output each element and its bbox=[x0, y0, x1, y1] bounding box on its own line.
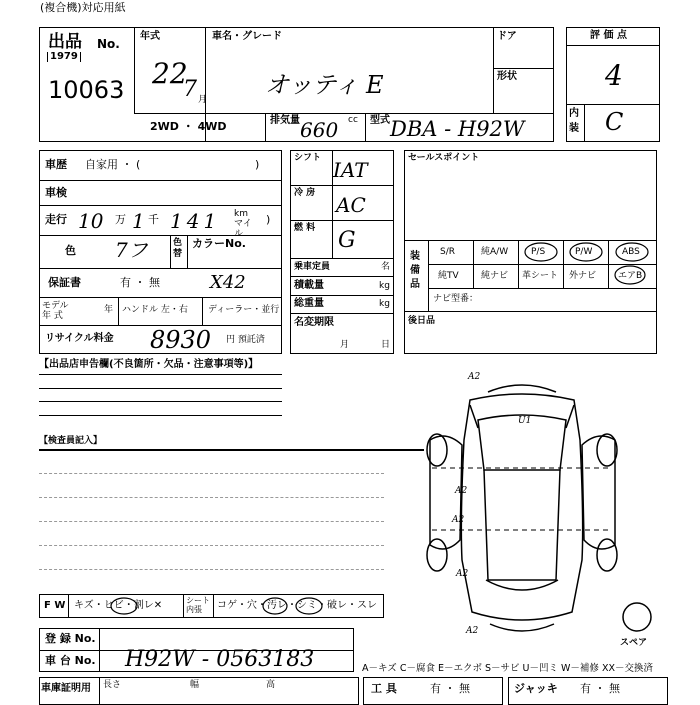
month-value: 7 bbox=[183, 77, 197, 102]
name-change-month: 月 bbox=[340, 340, 350, 350]
form-title: (複合機)対応用紙 bbox=[40, 1, 126, 14]
equip-leather: 革シート bbox=[522, 271, 559, 281]
model-label: 型式 bbox=[370, 115, 390, 126]
mileage-1k-unit: 千 bbox=[148, 213, 159, 226]
mileage-label: 走行 bbox=[45, 213, 67, 226]
name-label: 車名・グレード bbox=[212, 31, 282, 42]
tool-label: 工 具 bbox=[371, 682, 397, 695]
weight-unit: kg bbox=[379, 299, 390, 309]
mark-a2-rear: A2 bbox=[466, 626, 479, 636]
cc-unit: cc bbox=[348, 115, 358, 125]
model-value: DBA - H92W bbox=[390, 117, 525, 141]
equip-navi: 純ナビ bbox=[481, 271, 509, 281]
color-label: 色 bbox=[65, 244, 76, 257]
interior-label-2: 装 bbox=[569, 123, 579, 134]
capacity-label: 乗車定員 bbox=[294, 262, 331, 272]
lot-small-number: 1979 bbox=[47, 52, 81, 62]
weight-label: 総重量 bbox=[294, 298, 324, 309]
interior-value: C bbox=[605, 108, 624, 136]
mark-a2-left-rear: A2 bbox=[452, 515, 465, 525]
equip-sr: S/R bbox=[440, 247, 455, 257]
recycle-unit: 円 預託済 bbox=[226, 335, 265, 345]
history-label: 車歴 bbox=[45, 158, 67, 171]
mileage-10k: 10 bbox=[78, 209, 104, 233]
name-change-day: 日 bbox=[381, 340, 391, 350]
model-year-label: モデル 年 式 bbox=[42, 301, 69, 322]
lot-label: 出品 bbox=[48, 32, 82, 52]
registration-label: 登 録 No. bbox=[45, 632, 96, 645]
equip-alloy: 純A/W bbox=[481, 247, 509, 257]
jack-options: 有 ・ 無 bbox=[580, 682, 620, 695]
year-label: 年式 bbox=[140, 31, 160, 42]
door-label: ドア bbox=[497, 31, 517, 42]
recycle-label: リサイクル料金 bbox=[45, 333, 114, 344]
fuel-value: G bbox=[338, 228, 356, 253]
recycle-value: 8930 bbox=[150, 326, 212, 354]
history-text: 自家用 ・ ( bbox=[85, 158, 141, 171]
month-suffix: 月 bbox=[198, 95, 208, 105]
history-close: ) bbox=[255, 158, 260, 171]
mark-a2-left-front: A2 bbox=[455, 486, 468, 496]
lot-no-label: No. bbox=[97, 37, 120, 51]
mark-a2-front: A2 bbox=[468, 372, 481, 382]
color-no-value: X42 bbox=[210, 272, 246, 293]
garage-height-label: 高 bbox=[266, 680, 276, 690]
load-label: 積載量 bbox=[294, 280, 324, 291]
equip-pw: P/W bbox=[575, 247, 593, 257]
ac-value: AC bbox=[336, 193, 366, 217]
year-value: 22 bbox=[152, 57, 188, 90]
equip-airbag: エアB bbox=[618, 271, 643, 281]
inspection-label: 車検 bbox=[45, 186, 67, 199]
name-value: オッティ E bbox=[265, 71, 384, 99]
model-year-unit: 年 bbox=[104, 305, 114, 315]
equip-tv: 純TV bbox=[438, 271, 459, 281]
load-unit: kg bbox=[379, 281, 390, 291]
equip-abs: ABS bbox=[622, 247, 640, 257]
seat-label: シート 内張 bbox=[186, 596, 210, 614]
garage-length-label: 長さ bbox=[103, 680, 122, 690]
tool-options: 有 ・ 無 bbox=[430, 682, 470, 695]
damage-legend: A－キズ C－腐食 E－エクボ S－サビ U－凹ミ W－補修 XX－交換済 bbox=[362, 663, 653, 674]
inspector-heading: 【検査員記入】 bbox=[39, 436, 103, 446]
color-no-label: カラーNo. bbox=[192, 237, 246, 250]
lot-number: 10063 bbox=[48, 76, 125, 104]
drive-label: 2WD ・ 4WD bbox=[150, 120, 227, 133]
equip-ext-navi: 外ナビ bbox=[569, 271, 597, 281]
mileage-1k: 1 bbox=[132, 209, 145, 233]
color-change-label: 色替 bbox=[173, 238, 183, 259]
sales-label: セールスポイント bbox=[408, 153, 480, 163]
dealer-text: ディーラー・並行 bbox=[208, 305, 280, 315]
warranty-options: 有 ・ 無 bbox=[120, 276, 160, 289]
ac-label: 冷 房 bbox=[294, 188, 316, 198]
warranty-label: 保証書 bbox=[48, 276, 81, 289]
navi-model-label: ナビ型番： bbox=[433, 294, 479, 304]
score-value: 4 bbox=[605, 59, 623, 92]
declaration-heading: 【出品店申告欄(不良箇所・欠品・注意事項等)】 bbox=[39, 359, 259, 370]
fuel-label: 燃 料 bbox=[294, 223, 316, 233]
score-label: 評 価 点 bbox=[590, 30, 627, 41]
cc-value: 660 bbox=[300, 118, 339, 142]
equipment-label: 装 備 品 bbox=[410, 251, 420, 290]
shift-value: IAT bbox=[333, 158, 368, 182]
mileage-unit: km マイル bbox=[234, 209, 252, 239]
memo-label: 後日品 bbox=[408, 316, 436, 326]
equip-ps: P/S bbox=[531, 247, 546, 257]
chassis-label: 車 台 No. bbox=[45, 654, 96, 667]
garage-cert-label: 車庫証明用 bbox=[41, 683, 91, 694]
capacity-unit: 名 bbox=[381, 262, 391, 272]
color-value: 7フ bbox=[115, 238, 148, 262]
mileage-10k-unit: 万 bbox=[115, 213, 126, 226]
mark-u1-roof: U1 bbox=[518, 416, 532, 426]
name-change-label: 名変期限 bbox=[294, 317, 334, 328]
garage-width-label: 幅 bbox=[190, 680, 200, 690]
mark-a2-rear-left: A2 bbox=[456, 569, 469, 579]
shape-label: 形状 bbox=[497, 71, 517, 82]
cc-label: 排気量 bbox=[270, 115, 300, 126]
fw-text: キズ・ヒビ・割レ✕ bbox=[74, 600, 163, 611]
handle-text: ハンドル 左・右 bbox=[122, 305, 188, 315]
shift-label: シフト bbox=[294, 153, 322, 163]
spare-label: スペア bbox=[620, 638, 648, 648]
seat-text: コゲ・穴・汚レ・シミ・破レ・スレ bbox=[217, 600, 377, 611]
jack-label: ジャッキ bbox=[514, 682, 558, 695]
mileage-rest: 141 bbox=[170, 209, 221, 233]
interior-label-1: 内 bbox=[569, 108, 579, 119]
mileage-paren-close: ) bbox=[266, 213, 271, 226]
chassis-value: H92W - 0563183 bbox=[125, 647, 315, 672]
fw-label: F W bbox=[44, 600, 66, 611]
